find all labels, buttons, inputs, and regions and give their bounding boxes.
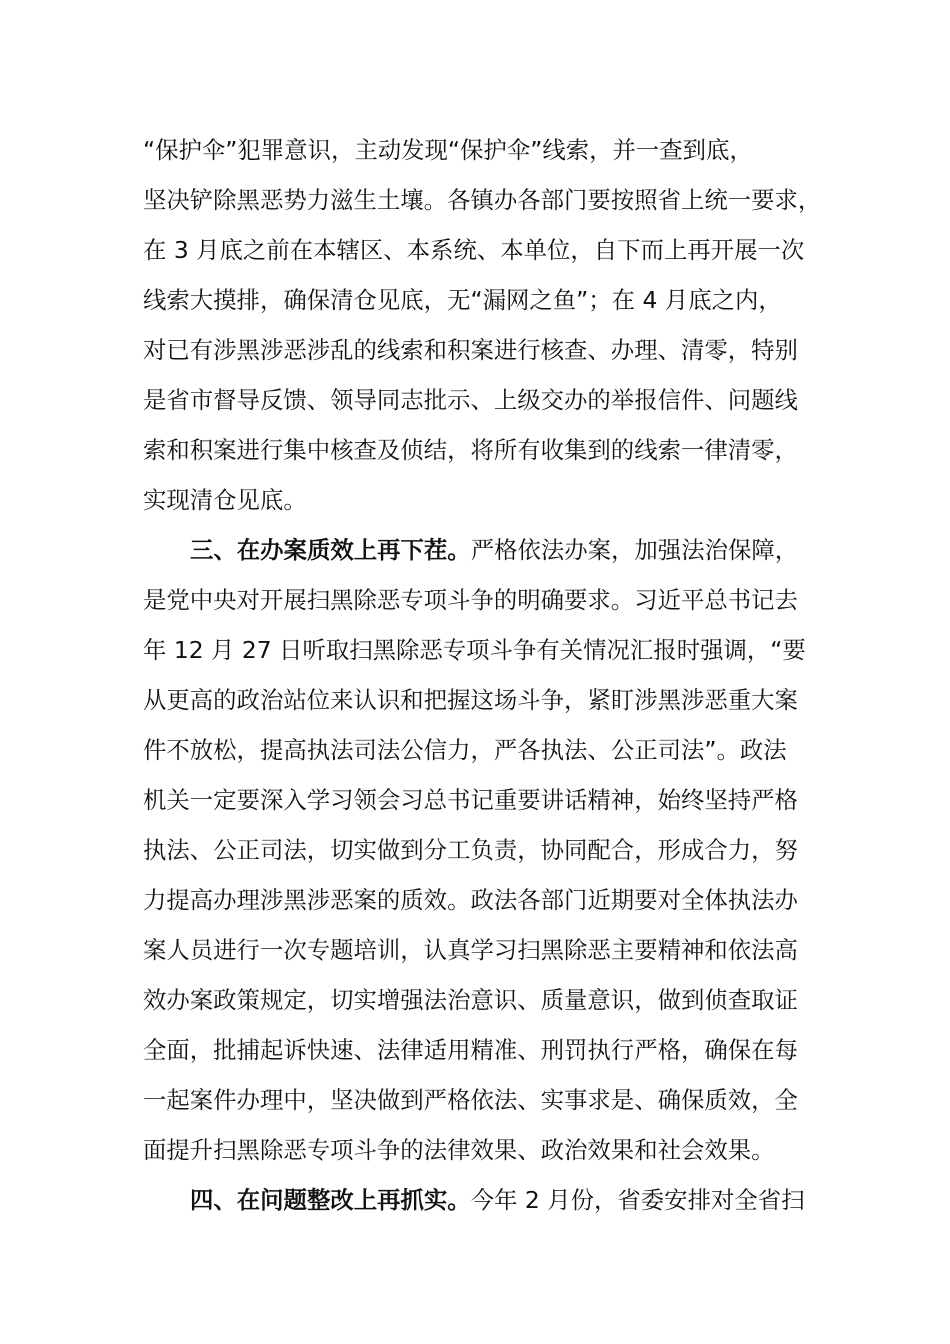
text-line: 案人员进行一次专题培训，认真学习扫黑除恶主要精神和依法高 [143, 936, 798, 964]
text-line: 是省市督导反馈、领导同志批示、上级交办的举报信件、问题线 [143, 386, 798, 414]
text-line: 年 12 月 27 日听取扫黑除恶专项斗争有关情况汇报时强调，“要 [143, 636, 806, 664]
text-line: 是党中央对开展扫黑除恶专项斗争的明确要求。习近平总书记去 [143, 586, 798, 614]
text-line: “保护伞”犯罪意识，主动发现“保护伞”线索，并一查到底， [143, 136, 753, 164]
text-line: 线索大摸排，确保清仓见底，无“漏网之鱼”；在 4 月底之内， [143, 286, 782, 314]
text-line: 件不放松，提高执法司法公信力，严各执法、公正司法”。政法 [143, 736, 787, 764]
text-line: 全面，批捕起诉快速、法律适用精准、刑罚执行严格，确保在每 [143, 1036, 798, 1064]
text-line: 面提升扫黑除恶专项斗争的法律效果、政治效果和社会效果。 [143, 1136, 775, 1164]
text-line: 对已有涉黑涉恶涉乱的线索和积案进行核查、办理、清零，特别 [143, 336, 798, 364]
text-line: 力提高办理涉黑涉恶案的质效。政法各部门近期要对全体执法办 [143, 886, 798, 914]
section-heading: 四、在问题整改上再抓实。 [190, 1186, 471, 1214]
text-line: 从更高的政治站位来认识和把握这场斗争，紧盯涉黑涉恶重大案 [143, 686, 798, 714]
text-line: 坚决铲除黑恶势力滋生土壤。各镇办各部门要按照省上统一要求， [143, 186, 822, 214]
text-line: 一起案件办理中，坚决做到严格依法、实事求是、确保质效，全 [143, 1086, 798, 1114]
text-line: 索和积案进行集中核查及侦结，将所有收集到的线索一律清零， [143, 436, 798, 464]
text-line: 执法、公正司法，切实做到分工负责，协同配合，形成合力，努 [143, 836, 798, 864]
text-line: 效办案政策规定，切实增强法治意识、质量意识，做到侦查取证 [143, 986, 798, 1014]
section-heading-line [190, 1185, 823, 1215]
section-heading-line [190, 535, 823, 565]
section-text: 严格依法办案，加强法治保障， [470, 536, 799, 564]
text-line: 在 3 月底之前在本辖区、本系统、本单位，自下而上再开展一次 [143, 236, 805, 264]
text-line: 机关一定要深入学习领会习总书记重要讲话精神，始终坚持严格 [143, 786, 798, 814]
section-heading: 三、在办案质效上再下茬。 [190, 536, 471, 564]
text-line: 实现清仓见底。 [143, 486, 307, 514]
section-text: 今年 2 月份，省委安排对全省扫 [470, 1186, 805, 1214]
